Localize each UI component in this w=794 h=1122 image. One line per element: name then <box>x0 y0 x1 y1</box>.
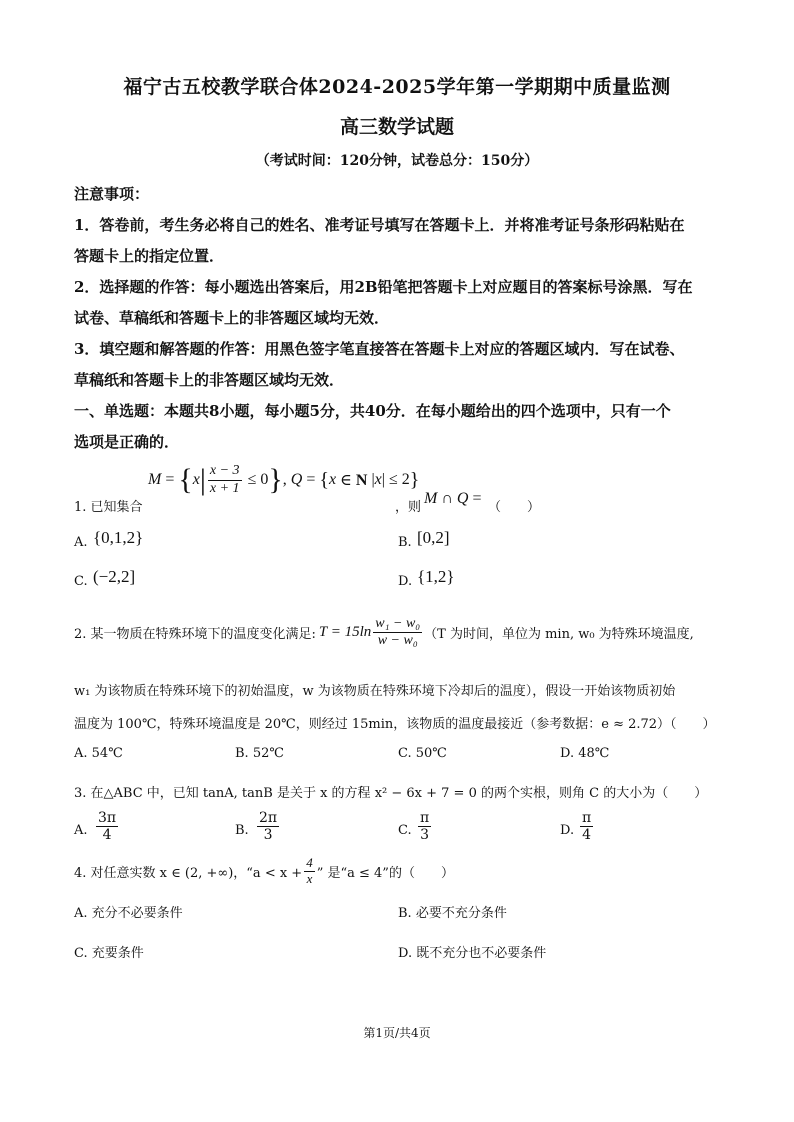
q1-option-d: {1,2} <box>417 567 455 586</box>
q2-prefix: 2. 某一物质在特殊环境下的温度变化满足: <box>74 627 316 643</box>
q3-option-a-label: A. <box>74 823 88 838</box>
q1-then: ，则 <box>395 500 422 515</box>
q3-option-a-fraction: $\frac{3\pi}{4}$ <box>98 810 117 844</box>
q4-line <box>74 856 454 887</box>
q2-option-b: B. 52℃ <box>235 746 284 761</box>
exam-info: （考试时间：120分钟，试卷总分：150分） <box>255 153 539 169</box>
q1-option-c: (−2,2] <box>93 567 136 586</box>
q3-text: 3. 在△ABC 中，已知 tanA, tanB 是关于 x 的方程 x² − 6x + 7 = 0 的两个实根，则角 C 的大小为（ ） <box>74 786 708 801</box>
q2-option-a: A. 54℃ <box>74 746 123 761</box>
q2-formula-lhs: T = 15ln <box>318 624 372 641</box>
exam-title: 福宁古五校教学联合体2024-2025学年第一学期期中质量监测 <box>123 76 671 98</box>
note-3-line-1: 3．填空题和解答题的作答：用黑色签字笔直接答在答题卡上对应的答题区域内．写在试卷、 <box>74 340 685 358</box>
q1-option-b-label: B. <box>398 535 412 550</box>
q1-option-a-label: A. <box>74 535 88 550</box>
q4-option-a: A. 充分不必要条件 <box>74 906 183 921</box>
q1-option-d-label: D. <box>398 574 413 589</box>
q1-prefix: 1. 已知集合 <box>74 500 143 515</box>
q3-option-c-fraction: $\frac{\pi}{3}$ <box>420 810 430 844</box>
q3-option-d-fraction: $\frac{\pi}{4}$ <box>582 810 592 844</box>
q2-line-2: w₁ 为该物质在特殊环境下的初始温度，w 为该物质在特殊环境下冷却后的温度），假设一开始该物质初始 <box>74 684 676 699</box>
note-1-line-2: 答题卡上的指定位置． <box>74 247 225 265</box>
q4-option-d: D. 既不充分也不必要条件 <box>398 946 547 961</box>
page-number: 第1页/共4页 <box>363 1026 431 1040</box>
q4-option-b: B. 必要不充分条件 <box>398 906 507 921</box>
q2-line-3: 温度为 100℃，特殊环境温度是 20℃，则经过 15min，该物质的温度最接近（参考数据：e ≈ 2.72）（ ） <box>74 717 716 732</box>
note-1-line-1: 1．答卷前，考生务必将自己的姓名、准考证号填写在答题卡上．并将准考证号条形码粘贴在 <box>74 216 685 234</box>
q1-option-c-label: C. <box>74 574 88 589</box>
note-3-line-2: 草稿纸和答题卡上的非答题区域均无效． <box>74 371 345 389</box>
notes-heading: 注意事项： <box>74 185 150 203</box>
q1-intersection: M ∩ Q = <box>424 490 482 507</box>
q1-option-b: [0,2] <box>417 528 450 547</box>
q1-option-a: {0,1,2} <box>93 528 144 547</box>
note-2-line-1: 2．选择题的作答：每小题选出答案后，用2B铅笔把答题卡上对应题目的答案标号涂黑．写在 <box>74 278 693 296</box>
q3-option-b-label: B. <box>235 823 249 838</box>
q4-fraction: $\frac{4}{x}$ <box>306 855 313 886</box>
q1-set-formula: M = { x | $\frac{x - 3}{x + 1}$ ≤ 0 } , Q = { x ∈ N | x | ≤ 2 } <box>148 463 420 496</box>
q2-option-d: D. 48℃ <box>560 746 610 761</box>
q4-prefix: 4. 对任意实数 x ∈ (2, +∞)，“a < x + <box>74 865 303 881</box>
q1-answer-paren: （ ） <box>488 500 541 515</box>
q2-option-c: C. 50℃ <box>398 746 447 761</box>
q2-after-formula: （T 为时间，单位为 min, w₀ 为特殊环境温度, <box>424 627 694 643</box>
q2-line-1 <box>74 616 694 649</box>
q3-option-c-label: C. <box>398 823 412 838</box>
q3-option-d-label: D. <box>560 823 575 838</box>
section-heading-line-2: 选项是正确的． <box>74 433 180 451</box>
note-2-line-2: 试卷、草稿纸和答题卡上的非答题区域均无效． <box>74 309 390 327</box>
q3-option-b-fraction: $\frac{2\pi}{3}$ <box>259 810 278 844</box>
q4-option-c: C. 充要条件 <box>74 946 144 961</box>
exam-subtitle: 高三数学试题 <box>339 116 454 138</box>
q4-suffix: ” 是“a ≤ 4”的（ ） <box>316 865 454 881</box>
section-heading-line-1: 一、单选题：本题共8小题，每小题5分，共40分．在每小题给出的四个选项中，只有一个 <box>74 402 671 420</box>
q2-formula-fraction: $\frac{\text{w₁ − w₀}}{\text{w − w₀}}$ <box>375 616 421 649</box>
